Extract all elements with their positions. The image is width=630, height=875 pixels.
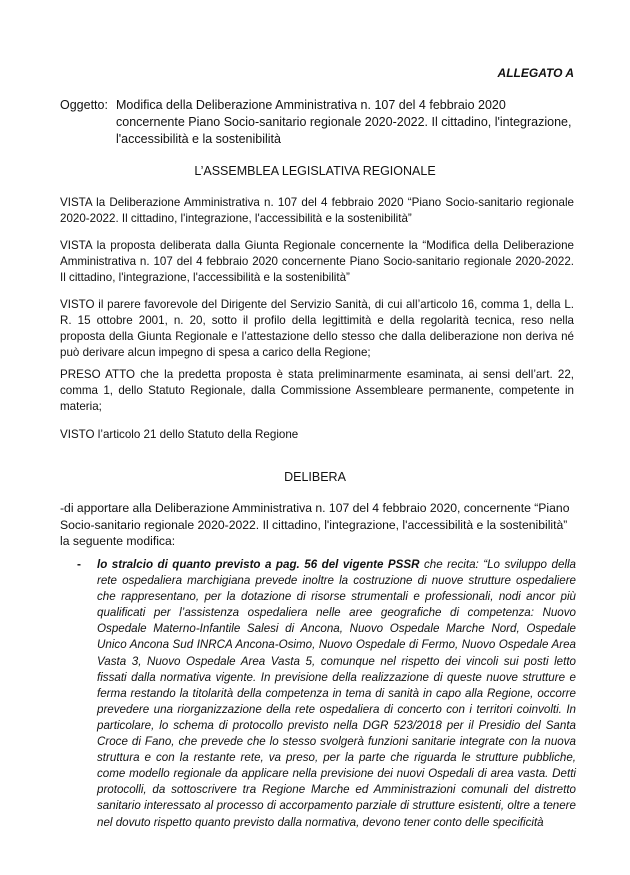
consideration-5: VISTO l’articolo 21 dello Statuto della Regione xyxy=(60,428,299,441)
list-dash: - xyxy=(77,557,81,571)
consideration-4: PRESO ATTO che la predetta proposta è stata preliminarmente esaminata, ai sensi dell’art. 22, comma 1, dello Statuto Regionale, dalla Commissione Assembleare permanente, competente in materia; xyxy=(60,368,574,413)
delibera-title: DELIBERA xyxy=(284,470,346,484)
modification-quote: che recita: “Lo sviluppo della rete ospedaliera marchigiana prevede inoltre la costruzione di nuove strutture ospedaliere che rappresentano, per la dotazione di risorse strumentali e professionali, nodi ancor più qualificati per l’assistenza ospedaliera nelle aree geografiche di competenza: Nuovo Ospedale Materno-Infantile Salesi di Ancona, Nuovo Ospedale Marche Nord, Ospedale Unico Ancona Sud INRCA Ancona-Osimo, Nuovo Ospedale di Fermo, Nuovo Ospedale Area Vasta 3, Nuovo Ospedale Area Vasta 5, comunque nel rispetto dei vincoli sui posti letto fissati dalla normativa vigente. In previsione della realizzazione di queste nuove strutture e ferma restando la titolarità della competenza in tema di sanità in capo alla Regione, occorre prevedere una riorganizzazione della rete ospedaliera di concerto con i territori coinvolti. In particolare, lo schema di protocollo previsto nella DGR 523/2018 per il Presidio del Santa Croce di Fano, che prevede che lo stesso svolgerà funzioni sanitarie integrate con la nuova struttura e con la restante rete, va preso, per la parte che riguarda le strutture pubbliche, come modello regionale da applicare nella previsione dei nuovi Ospedali di area vasta. Detti protocolli, da sottoscrivere tra Regione Marche ed Amministrazioni comunali del distretto sanitario interessato al processo di accorpamento parziale di strutture esistenti, oltre a tenere nel dovuto rispetto quanto previsto dalla normativa, devono tener conto delle specificità xyxy=(97,558,576,829)
assembly-title: L’ASSEMBLEA LEGISLATIVA REGIONALE xyxy=(194,164,436,178)
consideration-3: VISTO il parere favorevole del Dirigente del Servizio Sanità, di cui all’articolo 16, comma 1, della L. R. 15 ottobre 2001, n. 20, sotto il profilo della legittimità e della regolarità tecnica, reso nella proposta della Giunta Regionale e l’attestazione dello stesso che dalla deliberazione non deriva né può derivare alcun impegno di spesa a carico della Regione; xyxy=(60,298,574,359)
attachment-label: ALLEGATO A xyxy=(497,66,574,80)
consideration-2: VISTA la proposta deliberata dalla Giunta Regionale concernente la “Modifica della Deliberazione Amministrativa n. 107 del 4 febbraio 2020 concernente Piano Socio-sanitario regionale 2020-2022. Il cittadino, l'integrazione, l'accessibilità e la sostenibilità” xyxy=(60,239,574,284)
subject-block xyxy=(60,97,580,148)
delibera-intro: -di apportare alla Deliberazione Amministrativa n. 107 del 4 febbraio 2020, concernente “Piano Socio-sanitario regionale 2020-2022. Il cittadino, l'integrazione, l'accessibilità e la sostenibilità” la seguente modifica: xyxy=(60,501,570,548)
modification-text xyxy=(97,557,576,831)
modification-item xyxy=(78,557,576,842)
subject-text: Modifica della Deliberazione Amministrativa n. 107 del 4 febbraio 2020 concernente Piano Socio-sanitario regionale 2020-2022. Il cittadino, l'integrazione, l'accessibilità e la sostenibilità xyxy=(116,98,572,146)
consideration-1: VISTA la Deliberazione Amministrativa n. 107 del 4 febbraio 2020 “Piano Socio-sanitario regionale 2020-2022. Il cittadino, l'integrazione, l'accessibilità e la sostenibilità” xyxy=(60,196,574,225)
subject-label: Oggetto: xyxy=(60,98,108,112)
modification-lead: lo stralcio di quanto previsto a pag. 56 del vigente PSSR xyxy=(97,558,420,571)
